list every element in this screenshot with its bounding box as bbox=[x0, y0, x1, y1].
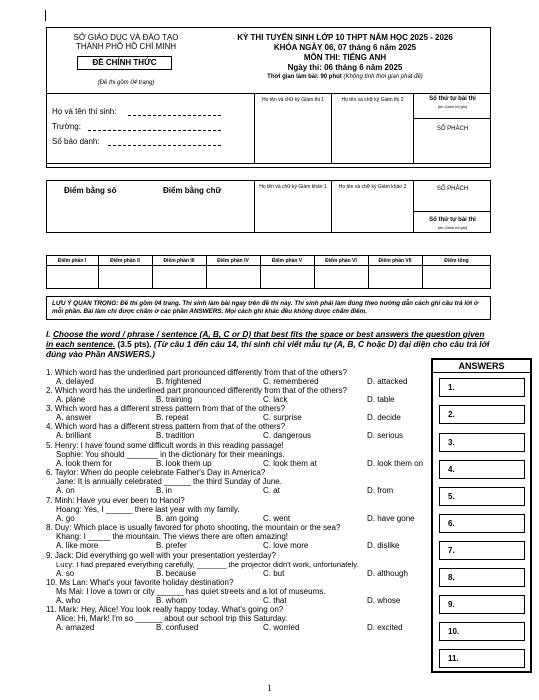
q4-option-c[interactable]: C. dangerous bbox=[263, 431, 312, 440]
question-3: 3. Which word has a different stress pattern from that of the others? bbox=[46, 404, 286, 413]
question-5-reply: Sophie: You should _______ in the dictionary for their meanings. bbox=[56, 450, 285, 459]
q3-option-b[interactable]: B. repeat bbox=[156, 413, 189, 422]
q6-option-a[interactable]: A. on bbox=[56, 486, 75, 495]
question-7: 7. Minh: Have you ever been to Hanoi? bbox=[46, 496, 185, 505]
q10-option-a[interactable]: A. who bbox=[56, 596, 81, 605]
score-text-label: Điểm bằng chữ bbox=[163, 186, 222, 195]
q9-option-d[interactable]: D. although bbox=[367, 569, 408, 578]
answer-box-2[interactable]: 2. bbox=[439, 405, 525, 424]
section-instruction: (Từ câu 1 đến câu 14, thí sinh chỉ viết mẫu tự (A, B, C hoặc D) đại diện cho câu trả lời đúng vào Phần ANSWERS.) bbox=[46, 339, 490, 359]
exam-day: Ngày thi: 06 tháng 6 năm 2025 bbox=[287, 63, 403, 72]
code-label: SỐ PHÁCH bbox=[436, 126, 469, 132]
q5-option-a[interactable]: A. look them for bbox=[56, 459, 113, 468]
sheet-no-label: Số thứ tự bài thi bbox=[429, 96, 476, 102]
answer-box-9[interactable]: 9. bbox=[439, 595, 525, 614]
question-11: 11. Mark: Hey, Alice! You look really happy today. What's going on? bbox=[46, 605, 284, 614]
margin-mark bbox=[45, 10, 46, 21]
answer-box-7[interactable]: 7. bbox=[439, 541, 525, 560]
part-1-header: Điểm phần I bbox=[57, 258, 87, 264]
notice-text: Đề thi gồm 04 trang. Thí sinh làm bài ngay trên đề thi này. Thí sinh phải làm đúng theo hướng dẫn cách ghi câu trả lời ở mỗi phần. Bài làm chỉ được chấm ở các phần ANSWERS. Mọi cách ghi khác đều không được chấm điểm. bbox=[52, 300, 479, 315]
part-3-header: Điểm phần III bbox=[163, 258, 195, 264]
name-field[interactable] bbox=[128, 115, 221, 116]
q10-option-d[interactable]: D. whose bbox=[367, 596, 401, 605]
q9-option-b[interactable]: B. because bbox=[156, 569, 197, 578]
question-10: 10. Ms Lan: What's your favorite holiday destination? bbox=[46, 578, 234, 587]
question-8: 8. Duy: Which place is usually favored for photo shooting, the mountain or the sea? bbox=[46, 523, 341, 532]
q3-option-d[interactable]: D. decide bbox=[367, 413, 401, 422]
q2-option-b[interactable]: B. training bbox=[156, 395, 193, 404]
part-7-header: Điểm phần VII bbox=[378, 258, 412, 264]
id-field[interactable] bbox=[108, 145, 221, 146]
proctor2-label: Họ tên và chữ ký Giám thị 2 bbox=[341, 97, 404, 103]
q7-option-a[interactable]: A. go bbox=[56, 514, 75, 523]
part-2-header: Điểm phần II bbox=[110, 258, 140, 264]
sheet-note: (do Giám thị ghi) bbox=[437, 104, 468, 109]
q6-option-d[interactable]: D. from bbox=[367, 486, 394, 495]
q3-option-a[interactable]: A. answer bbox=[56, 413, 92, 422]
question-8-reply: Khang: I _____ the mountain. The views there are often amazing! bbox=[56, 532, 288, 541]
q2-option-a[interactable]: A. plane bbox=[56, 395, 86, 404]
notice-box bbox=[46, 296, 491, 320]
q1-option-b[interactable]: B. frightened bbox=[156, 377, 202, 386]
answer-box-8[interactable]: 8. bbox=[439, 568, 525, 587]
q1-option-a[interactable]: A. delayed bbox=[56, 377, 94, 386]
id-label: Số báo danh: bbox=[52, 137, 100, 146]
answer-box-4[interactable]: 4. bbox=[439, 460, 525, 479]
section-title: Choose the word / phrase / sentence (A, B, C or D) that best fits the space or best answers the question given in each sentence. bbox=[46, 329, 485, 349]
official-stamp: ĐỀ CHÍNH THỨC bbox=[77, 56, 172, 70]
time-limit: Thời gian làm bài: 90 phút bbox=[267, 74, 342, 80]
q3-option-c[interactable]: C. surprise bbox=[263, 413, 302, 422]
q11-option-a[interactable]: A. amazed bbox=[56, 623, 95, 632]
q2-option-c[interactable]: C. lack bbox=[263, 395, 288, 404]
exam-dates: KHÓA NGÀY 06, 07 tháng 6 năm 2025 bbox=[273, 43, 417, 52]
q8-option-d[interactable]: D. dislike bbox=[367, 541, 400, 550]
name-label: Họ và tên thí sinh: bbox=[52, 107, 117, 116]
question-1: 1. Which word has the underlined part pronounced differently from that of the others? bbox=[46, 368, 347, 377]
question-10-reply: Ms Mai: I love a town or city ______ has quiet streets and a lot of museums. bbox=[56, 587, 326, 596]
examiner2-label: Họ tên và chữ ký Giám khảo 2 bbox=[338, 184, 407, 190]
q6-option-c[interactable]: C. at bbox=[263, 486, 280, 495]
q7-option-c[interactable]: C. went bbox=[263, 514, 291, 523]
time-limit-line bbox=[200, 74, 490, 81]
question-6-reply: Jane: It is annually celebrated ______ the third Sunday of June. bbox=[56, 477, 282, 486]
q10-option-b[interactable]: B. whom bbox=[156, 596, 188, 605]
question-5: 5. Henry: I have found some difficult words in this reading passage! bbox=[46, 441, 284, 450]
grading-sheet-note: (do Giám thị ghi) bbox=[437, 225, 468, 230]
pages-note: (Đề thi gồm 04 trang) bbox=[97, 80, 155, 86]
section-heading bbox=[46, 329, 493, 359]
q4-option-d[interactable]: D. serious bbox=[367, 431, 404, 440]
question-11-reply: Alice: Hi, Mark! I'm so ______ about our school trip this Saturday. bbox=[56, 614, 288, 623]
q4-option-b[interactable]: B. tradition bbox=[156, 431, 195, 440]
part-5-header: Điểm phần V bbox=[271, 258, 303, 264]
exam-title: KỲ THI TUYỂN SINH LỚP 10 THPT NĂM HỌC 2025 - 2026 bbox=[237, 33, 453, 42]
question-2: 2. Which word has the underlined part pronounced differently from that of the others? bbox=[46, 386, 347, 395]
section-prefix: I. bbox=[46, 329, 51, 339]
answer-box-3[interactable]: 3. bbox=[439, 433, 525, 452]
q7-option-b[interactable]: B. am going bbox=[156, 514, 199, 523]
dept-line2: THÀNH PHỐ HỒ CHÍ MINH bbox=[76, 42, 176, 51]
q6-option-b[interactable]: B. in bbox=[156, 486, 173, 495]
q8-option-c[interactable]: C. love more bbox=[263, 541, 309, 550]
q1-option-d[interactable]: D. attacked bbox=[367, 377, 408, 386]
answer-box-11[interactable]: 11. bbox=[439, 649, 525, 668]
q9-option-c[interactable]: C. but bbox=[263, 569, 285, 578]
question-4: 4. Which word has a different stress pattern from that of the others? bbox=[46, 422, 286, 431]
time-note: (Không tính thời gian phát đề) bbox=[343, 74, 423, 80]
question-6: 6. Taylor: When do people celebrate Father's Day in America? bbox=[46, 468, 266, 477]
answer-box-5[interactable]: 5. bbox=[439, 487, 525, 506]
question-7-reply: Hoang: Yes, I ______ there last year with my family. bbox=[56, 505, 240, 514]
school-label: Trường: bbox=[52, 122, 81, 131]
answers-title: ANSWERS bbox=[458, 361, 505, 371]
proctor1-label: Họ tên và chữ ký Giám thị 1 bbox=[262, 97, 324, 103]
grading-sheet-no: Số thứ tự bài thi bbox=[429, 217, 476, 223]
q11-option-d[interactable]: D. excited bbox=[367, 623, 403, 632]
part-4-header: Điểm phần IV bbox=[217, 258, 249, 264]
section-points: (3.5 pts). bbox=[117, 339, 152, 349]
q2-option-d[interactable]: D. table bbox=[367, 395, 395, 404]
q11-option-c[interactable]: C. worried bbox=[263, 623, 300, 632]
answer-box-1[interactable]: 1. bbox=[439, 378, 525, 397]
q5-option-b[interactable]: B. look them up bbox=[156, 459, 212, 468]
q10-option-c[interactable]: C. that bbox=[263, 596, 287, 605]
q8-option-b[interactable]: B. prefer bbox=[156, 541, 187, 550]
answer-box-6[interactable]: 6. bbox=[439, 514, 525, 533]
answer-box-10[interactable]: 10. bbox=[439, 622, 525, 641]
total-header: Điểm tổng bbox=[444, 258, 469, 264]
part-6-header: Điểm phần VI bbox=[325, 258, 357, 264]
page-number: 1 bbox=[267, 683, 272, 693]
school-field[interactable] bbox=[88, 130, 221, 131]
question-9: 9. Jack: Did everything go well with your presentation yesterday? bbox=[46, 551, 276, 560]
q5-option-d[interactable]: D. look them on bbox=[367, 459, 424, 468]
examiner1-label: Họ tên và chữ ký Giám khảo 1 bbox=[259, 184, 327, 190]
q9-option-a[interactable]: A. so bbox=[56, 569, 75, 578]
q7-option-d[interactable]: D. have gone bbox=[367, 514, 415, 523]
question-9-reply: Lucy: I had prepared everything carefully, _______ the projector didn't work, unfortunately. bbox=[56, 560, 359, 569]
subject: MÔN THI: TIẾNG ANH bbox=[303, 53, 387, 62]
notice-lead: LƯU Ý QUAN TRỌNG: bbox=[52, 300, 119, 307]
q5-option-c[interactable]: C. look them at bbox=[263, 459, 317, 468]
q11-option-b[interactable]: B. confused bbox=[156, 623, 199, 632]
q4-option-a[interactable]: A. brilliant bbox=[56, 431, 92, 440]
score-numeric-label: Điểm bằng số bbox=[64, 186, 117, 195]
q1-option-c[interactable]: C. remembered bbox=[263, 377, 319, 386]
q8-option-a[interactable]: A. like more bbox=[56, 541, 99, 550]
grading-code-label: SỐ PHÁCH bbox=[436, 186, 469, 192]
dept-line1: SỞ GIÁO DỤC VÀ ĐÀO TẠO bbox=[73, 33, 179, 42]
